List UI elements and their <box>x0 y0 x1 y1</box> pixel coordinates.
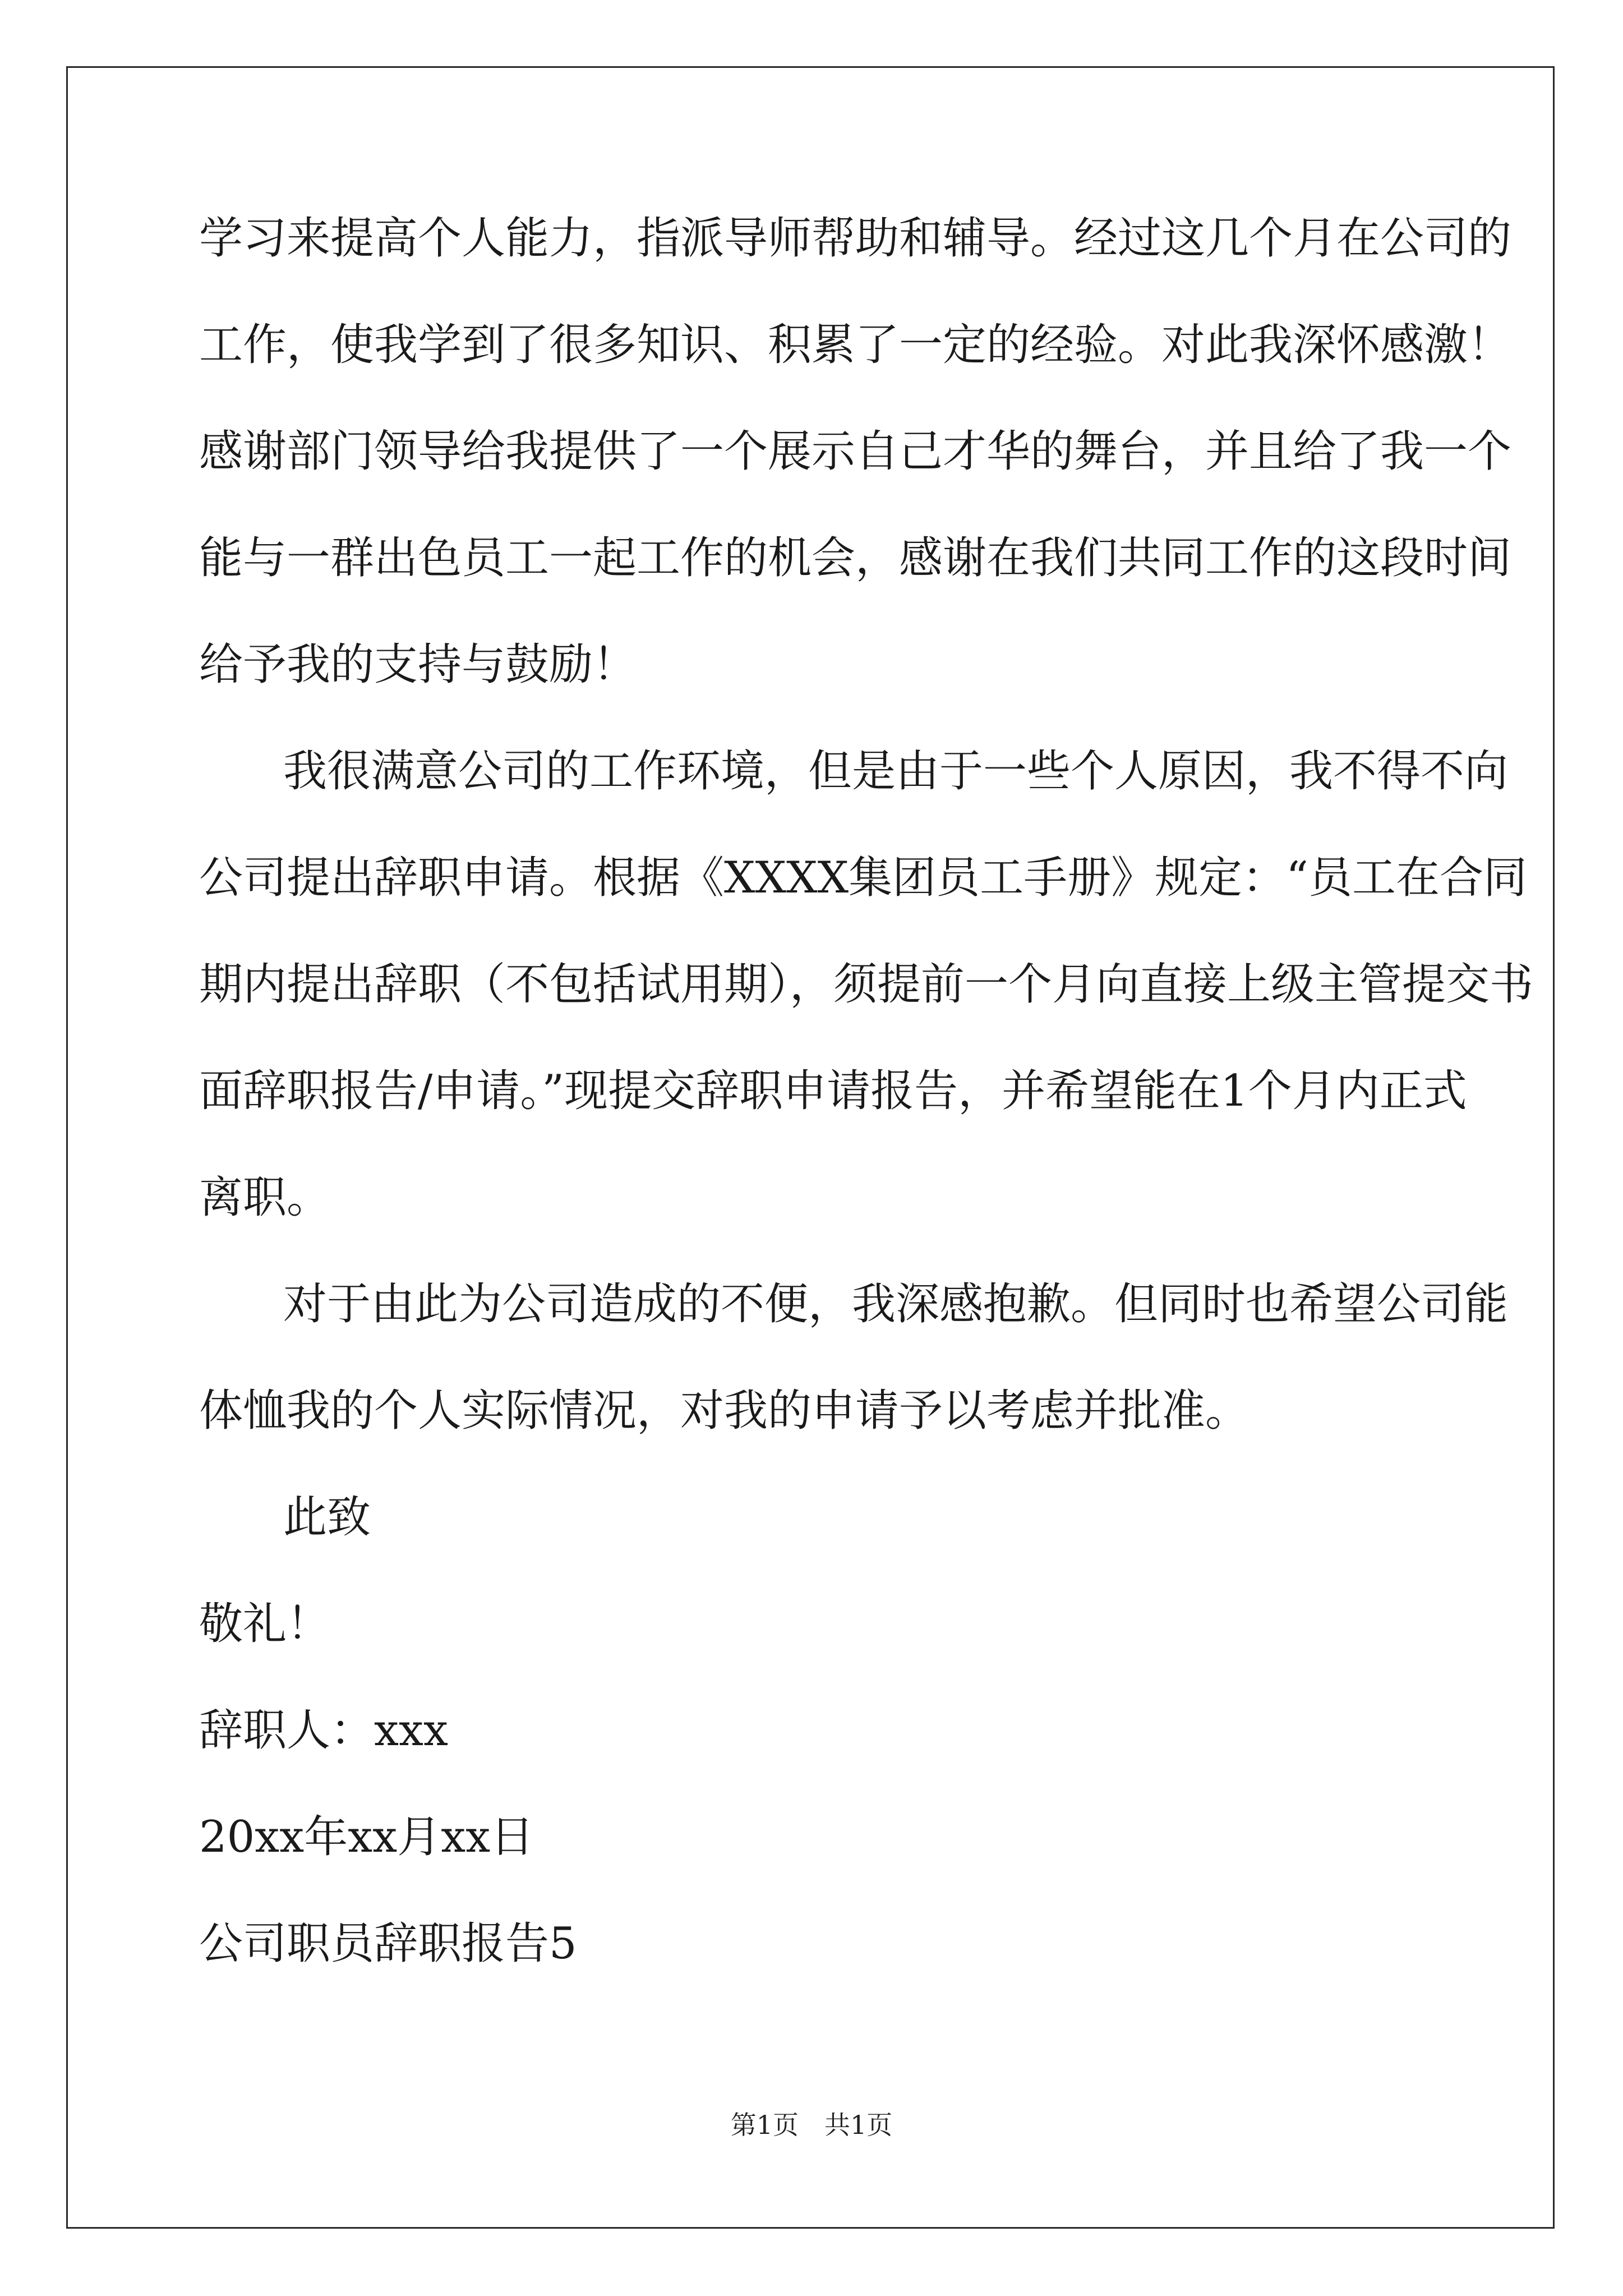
paragraph-line: 我很满意公司的工作环境，但是由于一些个人原因，我不得不向 <box>283 746 1509 797</box>
paragraph-line: 体恤我的个人实际情况，对我的申请予以考虑并批准。 <box>199 1386 1249 1436</box>
page-footer: 第1页 共1页 <box>730 2110 893 2140</box>
date: 20xx年xx月xx日 <box>199 1812 534 1862</box>
paragraph-line: 离职。 <box>199 1172 331 1223</box>
paragraph-line: 工作，使我学到了很多知识、积累了一定的经验。对此我深怀感激！ <box>199 320 1512 370</box>
paragraph-line: 学习来提高个人能力，指派导师帮助和辅导。经过这几个月在公司的 <box>199 213 1512 264</box>
document-body <box>199 202 1534 2014</box>
paragraph-line: 面辞职报告/申请。”现提交辞职申请报告，并希望能在1个月内正式 <box>199 1066 1467 1116</box>
paragraph-line: 公司提出辞职申请。根据《XXXX集团员工手册》规定：“员工在合同 <box>199 853 1527 903</box>
paragraph-line: 给予我的支持与鼓励！ <box>199 639 637 690</box>
paragraph-line: 感谢部门领导给我提供了一个展示自己才华的舞台，并且给了我一个 <box>199 426 1512 477</box>
paragraph-line: 对于由此为公司造成的不便，我深感抱歉。但同时也希望公司能 <box>283 1279 1509 1329</box>
next-section-title: 公司职员辞职报告5 <box>199 1918 577 1969</box>
paragraph-line: 能与一群出色员工一起工作的机会，感谢在我们共同工作的这段时间 <box>199 533 1512 583</box>
salutation: 此致 <box>283 1492 371 1543</box>
greeting: 敬礼！ <box>199 1599 331 1649</box>
signature: 辞职人：xxx <box>199 1705 448 1756</box>
paragraph-line: 期内提出辞职（不包括试用期），须提前一个月向直接上级主管提交书 <box>199 959 1534 1010</box>
